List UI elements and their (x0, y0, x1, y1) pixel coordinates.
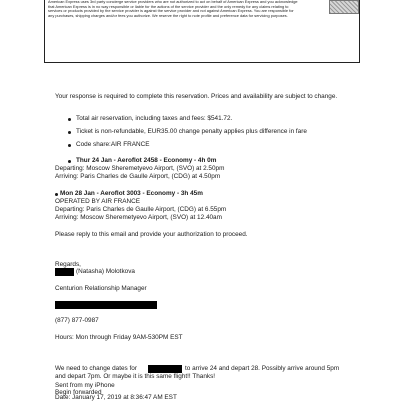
email-date: Date: January 17, 2019 at 8:36:47 AM EST (55, 394, 177, 401)
followup-line1a: We need to change dates for (55, 365, 137, 372)
ticket-conditions: Ticket is non-refundable, EUR35.00 change penalty applies plus difference in fare (76, 128, 307, 135)
redaction-bar (55, 301, 157, 309)
regards: Regards, (55, 261, 81, 268)
signer-title: Centurion Relationship Manager (55, 285, 147, 292)
image-thumbnail (329, 0, 359, 14)
bullet-dot (68, 160, 71, 163)
bullet-dot (55, 193, 58, 196)
sent-from: Sent from my iPhone (55, 382, 115, 389)
code-share: Code share:AIR FRANCE (76, 141, 150, 148)
followup-line2: and depart 7pm. Or maybe it is this same flight!! Thanks! (55, 373, 216, 380)
bullet-dot (68, 118, 71, 121)
flight2-operated: OPERATED BY AIR FRANCE (55, 198, 140, 205)
disclaimer-text: American Express uses 3rd party concierge service providers who are not authorized to act on behalf of American Express and you acknowledge that American Express is in no way responsible or liable for the actions of the service provider and the only remedy for any claims relating to services or products provided by the service provider is against the service provider and not against American Express. You are responsible for any purchases, shipping charges and/or fees you authorize. We reserve the right to note profile and preference data for servicing purposes. (48, 0, 298, 18)
intro-text: Your response is required to complete this reservation. Prices and availability are subject to change. (55, 93, 338, 100)
followup-line1b: to arrive 24 and depart 28. Possibly arrive around 5pm (185, 365, 340, 372)
signer-name: (Natasha) Molotkova (76, 268, 135, 275)
flight1-title: Thur 24 Jan - Aeroflot 2458 - Economy - 4h 0m (76, 157, 217, 164)
phone-number: (877) 877-0987 (55, 317, 99, 324)
redaction-bar (55, 268, 74, 276)
flight2-depart: Departing: Paris Charles de Gaulle Airport, (CDG) at 6.55pm (55, 206, 227, 213)
flight2-arrive: Arriving: Moscow Sheremetyevo Airport, (SVO) at 12.40am (55, 214, 222, 221)
office-hours: Hours: Mon through Friday 9AM-530PM EST (55, 334, 183, 341)
total-fare: Total air reservation, including taxes and fees: $541.72. (76, 115, 233, 122)
flight1-depart: Departing: Moscow Sheremetyevo Airport, (SVO) at 2.50pm (55, 165, 225, 172)
disclaimer-box (44, 0, 360, 63)
bullet-dot (68, 144, 71, 147)
flight1-arrive: Arriving: Paris Charles de Gaulle Airport, (CDG) at 4.50pm (55, 173, 221, 180)
bullet-dot (68, 131, 71, 134)
begin-forwarded: Begin forwarded (55, 389, 102, 396)
reply-request: Please reply to this email and provide your authorization to proceed. (55, 231, 248, 238)
flight2-title: Mon 28 Jan - Aeroflot 3003 - Economy - 3h 45m (60, 190, 203, 197)
redaction-bar (148, 365, 182, 373)
